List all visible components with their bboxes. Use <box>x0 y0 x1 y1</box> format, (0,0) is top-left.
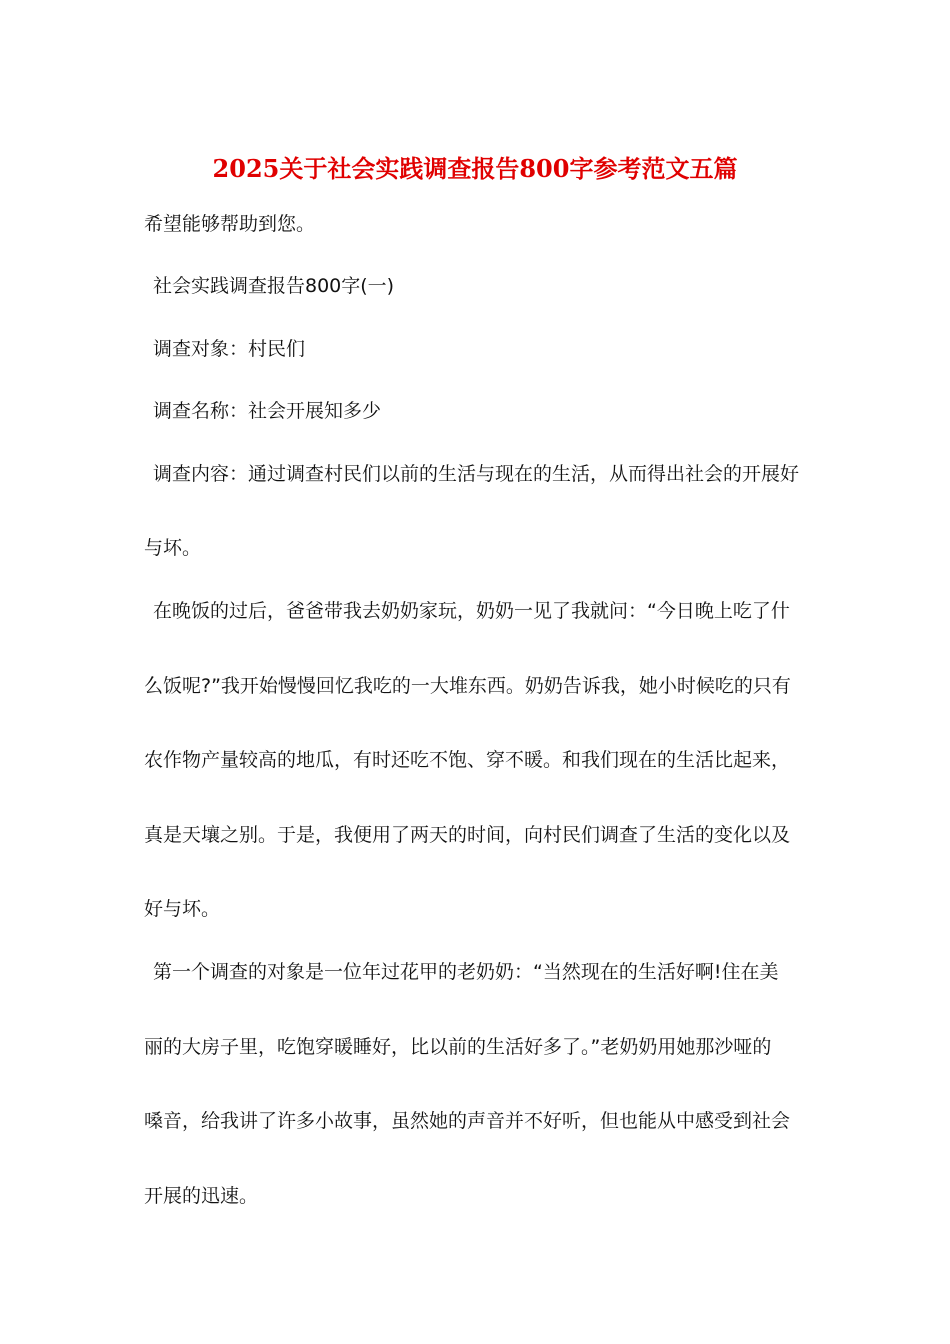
paragraph-line: 第一个调查的对象是一位年过花甲的老奶奶：“当然现在的生活好啊!住在美 <box>153 961 779 983</box>
paragraph-line: 嗓音，给我讲了许多小故事，虽然她的声音并不好听，但也能从中感受到社会 <box>144 1110 791 1132</box>
paragraph-line: 在晚饭的过后，爸爸带我去奶奶家玩，奶奶一见了我就问：“今日晚上吃了什 <box>153 600 790 622</box>
section-heading: 社会实践调查报告800字(一) <box>153 275 395 297</box>
paragraph-line: 开展的迅速。 <box>144 1185 259 1207</box>
paragraph-line: 与坏。 <box>144 537 202 559</box>
paragraph-line: 丽的大房子里，吃饱穿暖睡好，比以前的生活好多了。”老奶奶用她那沙哑的 <box>144 1036 772 1058</box>
intro-line: 希望能够帮助到您。 <box>144 213 316 235</box>
survey-subject: 调查对象：村民们 <box>153 338 306 360</box>
paragraph-line: 农作物产量较高的地瓜，有时还吃不饱、穿不暖。和我们现在的生活比起来， <box>144 749 791 771</box>
paragraph-line: 么饭呢?”我开始慢慢回忆我吃的一大堆东西。奶奶告诉我，她小时候吃的只有 <box>144 675 791 697</box>
survey-name: 调查名称：社会开展知多少 <box>153 400 382 422</box>
document-title: 2025关于社会实践调查报告800字参考范文五篇 <box>212 154 738 183</box>
paragraph-line: 真是天壤之别。于是，我便用了两天的时间，向村民们调查了生活的变化以及 <box>144 824 791 846</box>
survey-content: 调查内容：通过调查村民们以前的生活与现在的生活，从而得出社会的开展好 <box>153 463 800 485</box>
paragraph-line: 好与坏。 <box>144 898 221 920</box>
